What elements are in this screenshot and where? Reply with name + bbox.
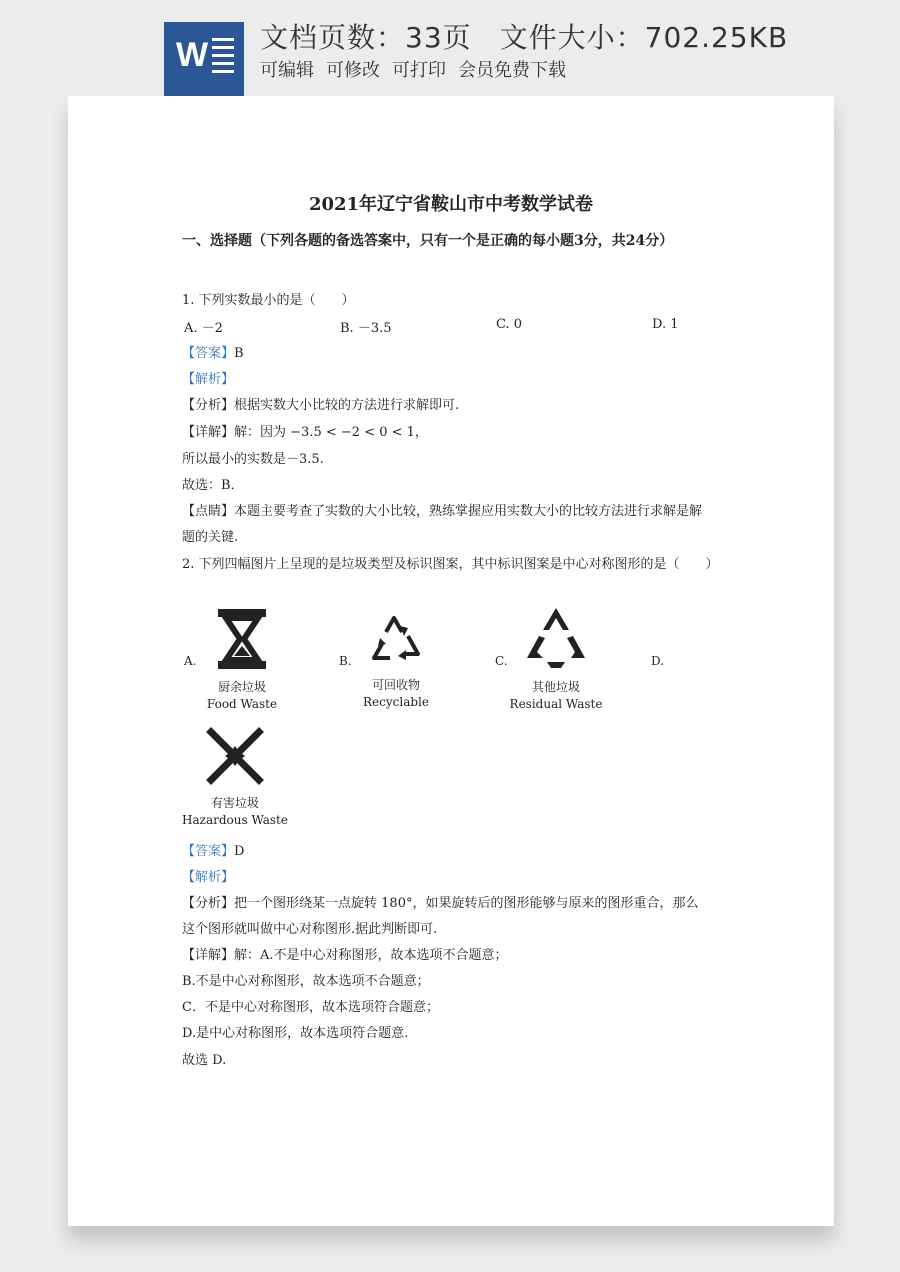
residual-waste-zh: 其他垃圾 (531, 680, 580, 694)
food-waste-card (182, 606, 302, 711)
xiangjie-tag: 【详解】 (182, 948, 235, 963)
q2-line-b: B.不是中心对称图形，故本选项不合题意； (182, 974, 430, 989)
word-file-icon (164, 22, 244, 96)
q1-analysis-heading (182, 368, 234, 387)
fenxi-text: 根据实数大小比较的方法进行求解即可. (234, 398, 460, 413)
food-waste-icon (214, 606, 270, 672)
file-meta (260, 16, 788, 56)
feature-free-download: 会员免费下载 (458, 60, 566, 81)
hazardous-waste-zh: 有害垃圾 (210, 796, 259, 810)
q1-option-b: B. －3.5 (340, 321, 392, 336)
q2-letter-a: A. (184, 654, 197, 668)
food-waste-en: Food Waste (206, 697, 278, 711)
answer-value: B (234, 346, 244, 361)
recyclable-en: Recyclable (363, 695, 429, 709)
q2-fenxi-cont: 这个图形就叫做中心对称图形.据此判断即可. (182, 922, 438, 937)
analysis-tag: 【解析】 (182, 372, 235, 387)
hazardous-waste-card (175, 724, 295, 827)
q1-fenxi (182, 394, 459, 413)
residual-waste-icon (523, 604, 589, 672)
analysis-tag: 【解析】 (182, 870, 235, 885)
q1-xiangjie (182, 421, 428, 440)
food-waste-zh: 厨余垃圾 (217, 680, 266, 694)
q2-conclusion: 故选 D. (182, 1053, 227, 1068)
feature-printable: 可打印 (392, 60, 446, 81)
q2-letter-c: C. (495, 654, 508, 668)
document-page (68, 96, 834, 1226)
word-logo-lines (212, 38, 234, 78)
dianjing-tag: 【点睛】 (182, 504, 235, 519)
recyclable-icon (364, 606, 428, 670)
q2-line-c: C．不是中心对称图形，故本选项符合题意； (182, 1000, 439, 1015)
residual-waste-card (496, 604, 616, 711)
q2-line-d: D.是中心对称图形，故本选项符合题意. (182, 1026, 409, 1041)
q1-dianjing (182, 500, 702, 519)
fenxi-tag: 【分析】 (182, 896, 235, 911)
xiangjie-tag: 【详解】 (182, 425, 235, 440)
feature-editable: 可编辑 (260, 60, 314, 81)
q1-answer (182, 342, 244, 361)
feature-list (260, 56, 578, 82)
q2-analysis-heading (182, 866, 234, 885)
answer-tag: 【答案】 (182, 346, 235, 361)
q1-option-a: A. －2 (184, 321, 223, 336)
word-logo-letter: W (176, 36, 209, 74)
q2-xiangjie (182, 944, 508, 963)
q1-line2: 所以最小的实数是－3.5. (182, 452, 324, 467)
xiangjie-text: 解：A.不是中心对称图形，故本选项不合题意； (234, 948, 508, 963)
feature-modifiable: 可修改 (326, 60, 380, 81)
document-title: 2021年辽宁省鞍山市中考数学试卷 (308, 194, 594, 215)
q1-option-d: D. 1 (652, 317, 679, 332)
fenxi-tag: 【分析】 (182, 398, 235, 413)
q1-option-c: C. 0 (496, 317, 523, 332)
q2-letter-d: D. (651, 654, 665, 668)
header-banner (0, 0, 900, 96)
q2-answer (182, 840, 244, 859)
hazardous-waste-en: Hazardous Waste (182, 813, 288, 827)
q1-stem: 1. 下列实数最小的是（ ） (182, 293, 355, 308)
section-heading: 一、选择题（下列各题的备选答案中，只有一个是正确的每小题3分，共24分） (182, 233, 674, 249)
xiangjie-text: 解：因为 −3.5 < −2 < 0 < 1， (234, 425, 428, 440)
recyclable-card (336, 606, 456, 709)
q2-letter-b: B. (339, 654, 352, 668)
residual-waste-en: Residual Waste (509, 697, 603, 711)
recyclable-zh: 可回收物 (371, 678, 420, 692)
page-count: 文档页数：33页 (260, 21, 472, 54)
fenxi-text: 把一个图形绕某一点旋转 180°，如果旋转后的图形能够与原来的图形重合，那么 (234, 896, 699, 911)
q1-conclusion: 故选：B． (182, 478, 244, 493)
q2-stem: 2. 下列四幅图片上呈现的是垃圾类型及标识图案，其中标识图案是中心对称图形的是（ ） (182, 557, 719, 572)
answer-value: D (234, 844, 245, 859)
answer-tag: 【答案】 (182, 844, 235, 859)
q2-fenxi (182, 892, 698, 911)
file-size: 文件大小：702.25KB (499, 21, 789, 54)
q1-dianjing-cont: 题的关键. (182, 530, 239, 545)
hazardous-waste-icon (203, 724, 267, 788)
dianjing-text: 本题主要考查了实数的大小比较，熟练掌握应用实数大小的比较方法进行求解是解 (234, 504, 703, 519)
